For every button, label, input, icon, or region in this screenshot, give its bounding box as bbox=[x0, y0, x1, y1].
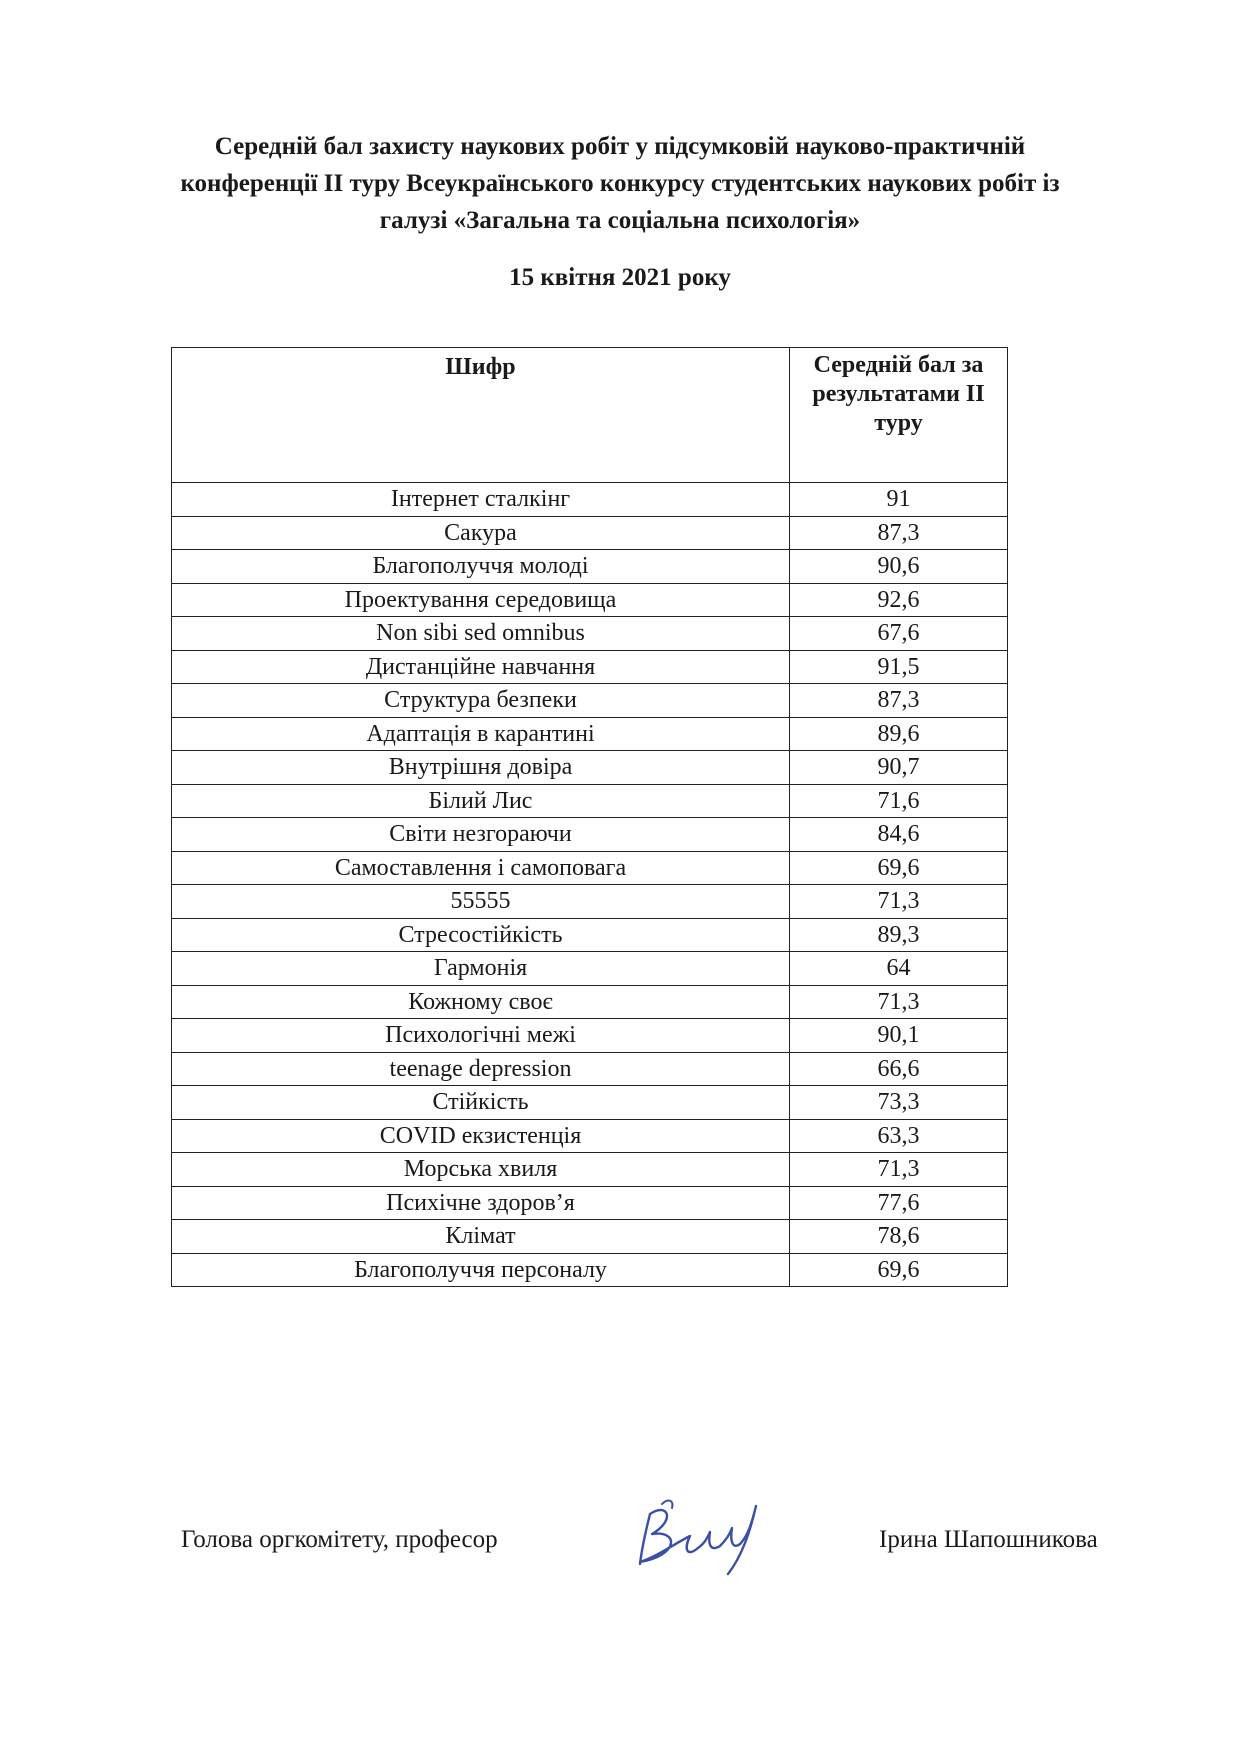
table-row bbox=[172, 918, 1008, 952]
table-row bbox=[172, 751, 1008, 785]
signature bbox=[628, 1492, 778, 1577]
cell-score: 89,3 bbox=[790, 918, 1008, 952]
table-row bbox=[172, 1052, 1008, 1086]
cell-score: 92,6 bbox=[790, 583, 1008, 617]
table-row bbox=[172, 516, 1008, 550]
table-row bbox=[172, 1253, 1008, 1287]
cell-score: 66,6 bbox=[790, 1052, 1008, 1086]
cell-code: Самоставлення і самоповага bbox=[172, 851, 790, 885]
table-row bbox=[172, 583, 1008, 617]
cell-score: 78,6 bbox=[790, 1220, 1008, 1254]
signatory-position: Голова оргкомітету, професор bbox=[181, 1526, 498, 1553]
cell-code: Стійкість bbox=[172, 1086, 790, 1120]
cell-code: 55555 bbox=[172, 885, 790, 919]
header-average-score: Середній бал за результатами ІІ туру bbox=[790, 348, 1008, 483]
table-row bbox=[172, 1119, 1008, 1153]
cell-code: Внутрішня довіра bbox=[172, 751, 790, 785]
table-row bbox=[172, 617, 1008, 651]
cell-code: Білий Лис bbox=[172, 784, 790, 818]
table-row bbox=[172, 818, 1008, 852]
cell-score: 69,6 bbox=[790, 851, 1008, 885]
cell-score: 71,3 bbox=[790, 1153, 1008, 1187]
table-row bbox=[172, 717, 1008, 751]
cell-code: Проектування середовища bbox=[172, 583, 790, 617]
cell-score: 91 bbox=[790, 483, 1008, 517]
cell-score: 91,5 bbox=[790, 650, 1008, 684]
cell-code: Адаптація в карантині bbox=[172, 717, 790, 751]
table-row bbox=[172, 650, 1008, 684]
cell-code: Інтернет сталкінг bbox=[172, 483, 790, 517]
cell-score: 67,6 bbox=[790, 617, 1008, 651]
table-header-row bbox=[172, 348, 1008, 483]
cell-code: Структура безпеки bbox=[172, 684, 790, 718]
table-row bbox=[172, 1186, 1008, 1220]
cell-code: Кожному своє bbox=[172, 985, 790, 1019]
document-title: Середній бал захисту наукових робіт у підсумковій науково-практичній конференції ІІ туру Всеукраїнського конкурсу студентських наукових робіт із галузі «Загальна та соціальна психологія» bbox=[180, 133, 1060, 234]
cell-code: COVID екзистенція bbox=[172, 1119, 790, 1153]
header-code: Шифр bbox=[172, 348, 790, 483]
cell-score: 71,3 bbox=[790, 985, 1008, 1019]
cell-code: Благополуччя молоді bbox=[172, 550, 790, 584]
cell-code: Світи незгораючи bbox=[172, 818, 790, 852]
document-date: 15 квітня 2021 року bbox=[509, 264, 731, 291]
cell-score: 87,3 bbox=[790, 516, 1008, 550]
signatory-name: Ірина Шапошникова bbox=[879, 1526, 1098, 1553]
table-row bbox=[172, 985, 1008, 1019]
cell-score: 69,6 bbox=[790, 1253, 1008, 1287]
table-row bbox=[172, 483, 1008, 517]
table-row bbox=[172, 684, 1008, 718]
cell-score: 63,3 bbox=[790, 1119, 1008, 1153]
table-row bbox=[172, 1153, 1008, 1187]
cell-code: Non sibi sed omnibus bbox=[172, 617, 790, 651]
cell-score: 84,6 bbox=[790, 818, 1008, 852]
cell-code: Дистанційне навчання bbox=[172, 650, 790, 684]
cell-score: 71,3 bbox=[790, 885, 1008, 919]
cell-code: Стресостійкість bbox=[172, 918, 790, 952]
cell-score: 71,6 bbox=[790, 784, 1008, 818]
table-row bbox=[172, 952, 1008, 986]
cell-code: Морська хвиля bbox=[172, 1153, 790, 1187]
cell-code: Психічне здоров’я bbox=[172, 1186, 790, 1220]
cell-code: teenage depression bbox=[172, 1052, 790, 1086]
cell-score: 90,6 bbox=[790, 550, 1008, 584]
cell-code: Психологічні межі bbox=[172, 1019, 790, 1053]
table-row bbox=[172, 1220, 1008, 1254]
table-row bbox=[172, 1019, 1008, 1053]
table-row bbox=[172, 885, 1008, 919]
cell-score: 64 bbox=[790, 952, 1008, 986]
cell-score: 89,6 bbox=[790, 717, 1008, 751]
cell-score: 87,3 bbox=[790, 684, 1008, 718]
scores-table bbox=[171, 347, 1008, 1287]
cell-score: 77,6 bbox=[790, 1186, 1008, 1220]
cell-score: 90,7 bbox=[790, 751, 1008, 785]
cell-code: Клімат bbox=[172, 1220, 790, 1254]
table-row bbox=[172, 550, 1008, 584]
cell-code: Благополуччя персоналу bbox=[172, 1253, 790, 1287]
cell-score: 73,3 bbox=[790, 1086, 1008, 1120]
table-row bbox=[172, 784, 1008, 818]
table-row bbox=[172, 851, 1008, 885]
table-row bbox=[172, 1086, 1008, 1120]
cell-code: Гармонія bbox=[172, 952, 790, 986]
cell-code: Сакура bbox=[172, 516, 790, 550]
cell-score: 90,1 bbox=[790, 1019, 1008, 1053]
